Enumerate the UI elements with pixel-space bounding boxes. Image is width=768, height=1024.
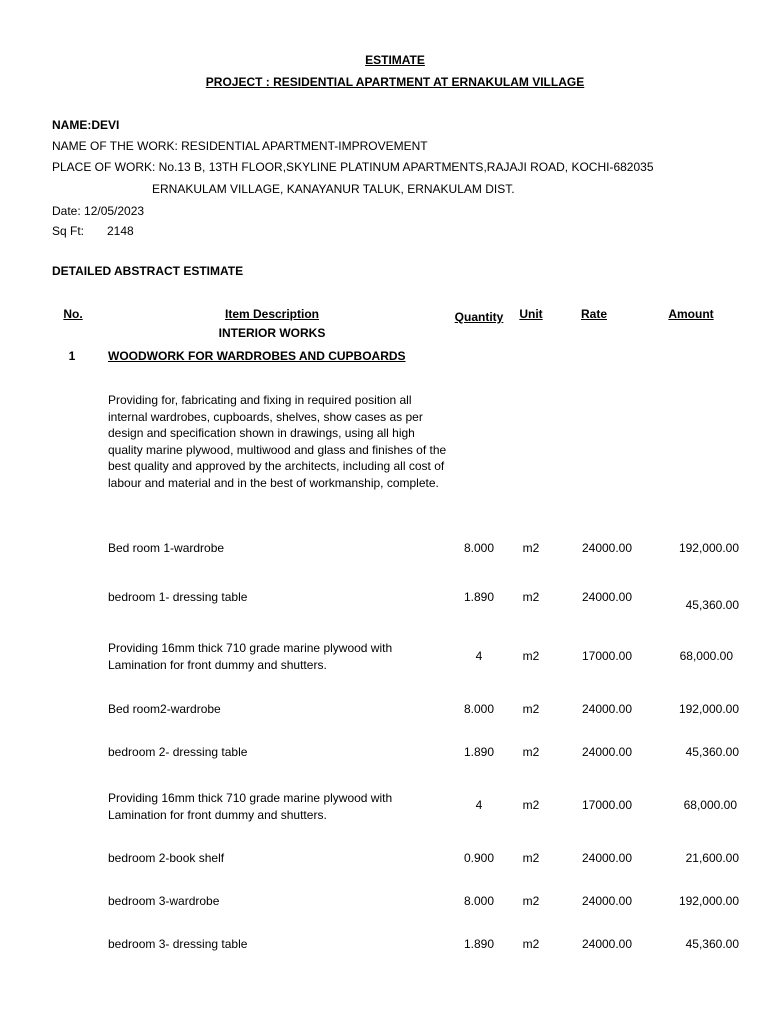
row-description: bedroom 2-book shelf: [108, 851, 225, 865]
row-quantity: 1.890: [463, 937, 495, 951]
header-quantity: Quantity: [454, 310, 504, 324]
row-amount: 192,000.00: [678, 541, 739, 555]
row-rate: 24000.00: [581, 702, 633, 716]
work-name: NAME OF THE WORK: RESIDENTIAL APARTMENT-IMPROVEMENT: [52, 139, 428, 153]
place-of-work-line2: ERNAKULAM VILLAGE, KANAYANUR TALUK, ERNAKULAM DIST.: [152, 182, 515, 196]
row-unit: m2: [522, 590, 540, 604]
place-of-work-line1: PLACE OF WORK: No.13 B, 13TH FLOOR,SKYLINE PLATINUM APARTMENTS,RAJAJI ROAD, KOCHI-682035: [52, 160, 654, 174]
row-amount: 68,000.00: [683, 798, 737, 812]
client-name: NAME:DEVI: [52, 118, 120, 132]
row-description: Providing 16mm thick 710 grade marine plywood with Lamination for front dummy and shutters.: [108, 641, 393, 672]
row-unit: m2: [522, 745, 540, 759]
row-unit: m2: [522, 851, 540, 865]
row-description: Providing 16mm thick 710 grade marine plywood with Lamination for front dummy and shutters.: [108, 791, 393, 822]
group-title: INTERIOR WORKS: [218, 326, 326, 340]
document-title: ESTIMATE: [365, 53, 425, 67]
row-rate: 24000.00: [581, 541, 633, 555]
row-quantity: 4: [475, 798, 483, 812]
sqft-label: Sq Ft:: [52, 224, 85, 238]
row-description: Bed room 1-wardrobe: [108, 541, 225, 555]
row-quantity: 4: [475, 649, 483, 663]
row-description: bedroom 2- dressing table: [108, 745, 248, 759]
header-no: No.: [63, 307, 83, 321]
row-rate: 17000.00: [581, 798, 633, 812]
row-amount: 192,000.00: [678, 894, 739, 908]
row-unit: m2: [522, 702, 540, 716]
sqft-value: 2148: [107, 224, 134, 238]
row-unit: m2: [522, 894, 540, 908]
row-description: bedroom 1- dressing table: [108, 590, 248, 604]
row-unit: m2: [522, 649, 540, 663]
row-description: bedroom 3-wardrobe: [108, 894, 220, 908]
row-quantity: 8.000: [463, 702, 495, 716]
project-title: PROJECT : RESIDENTIAL APARTMENT AT ERNAKULAM VILLAGE: [205, 75, 585, 89]
row-quantity: 1.890: [463, 745, 495, 759]
item-number: 1: [68, 349, 76, 363]
header-unit: Unit: [519, 307, 543, 321]
row-rate: 24000.00: [581, 590, 633, 604]
row-amount: 68,000.00: [679, 649, 733, 663]
row-rate: 24000.00: [581, 745, 633, 759]
row-amount: 45,360.00: [685, 598, 739, 612]
row-amount: 192,000.00: [678, 702, 739, 716]
row-rate: 24000.00: [581, 937, 633, 951]
row-quantity: 1.890: [463, 590, 495, 604]
row-rate: 17000.00: [581, 649, 633, 663]
item-specification: Providing for, fabricating and fixing in required position all internal wardrobes, cupboards, shelves, show cases as per design and specification shown in drawings, using all high quality marine plywood, multiwood and glass and finishes of the best quality and approved by the architects, including all cost of labour and material and in the best of workmanship, complete.: [108, 393, 447, 490]
item-title: WOODWORK FOR WARDROBES AND CUPBOARDS: [108, 349, 406, 363]
row-quantity: 8.000: [463, 894, 495, 908]
header-rate: Rate: [580, 307, 608, 321]
row-unit: m2: [522, 798, 540, 812]
header-amount: Amount: [668, 307, 714, 321]
row-amount: 45,360.00: [685, 745, 739, 759]
row-quantity: 0.900: [463, 851, 495, 865]
row-description: bedroom 3- dressing table: [108, 937, 248, 951]
row-description: Bed room2-wardrobe: [108, 702, 221, 716]
row-unit: m2: [522, 937, 540, 951]
row-unit: m2: [522, 541, 540, 555]
row-amount: 21,600.00: [685, 851, 739, 865]
row-rate: 24000.00: [581, 851, 633, 865]
date-text: Date: 12/05/2023: [52, 204, 145, 218]
row-quantity: 8.000: [463, 541, 495, 555]
section-title: DETAILED ABSTRACT ESTIMATE: [52, 264, 244, 278]
row-rate: 24000.00: [581, 894, 633, 908]
row-amount: 45,360.00: [685, 937, 739, 951]
header-item-description: Item Description: [224, 307, 320, 321]
